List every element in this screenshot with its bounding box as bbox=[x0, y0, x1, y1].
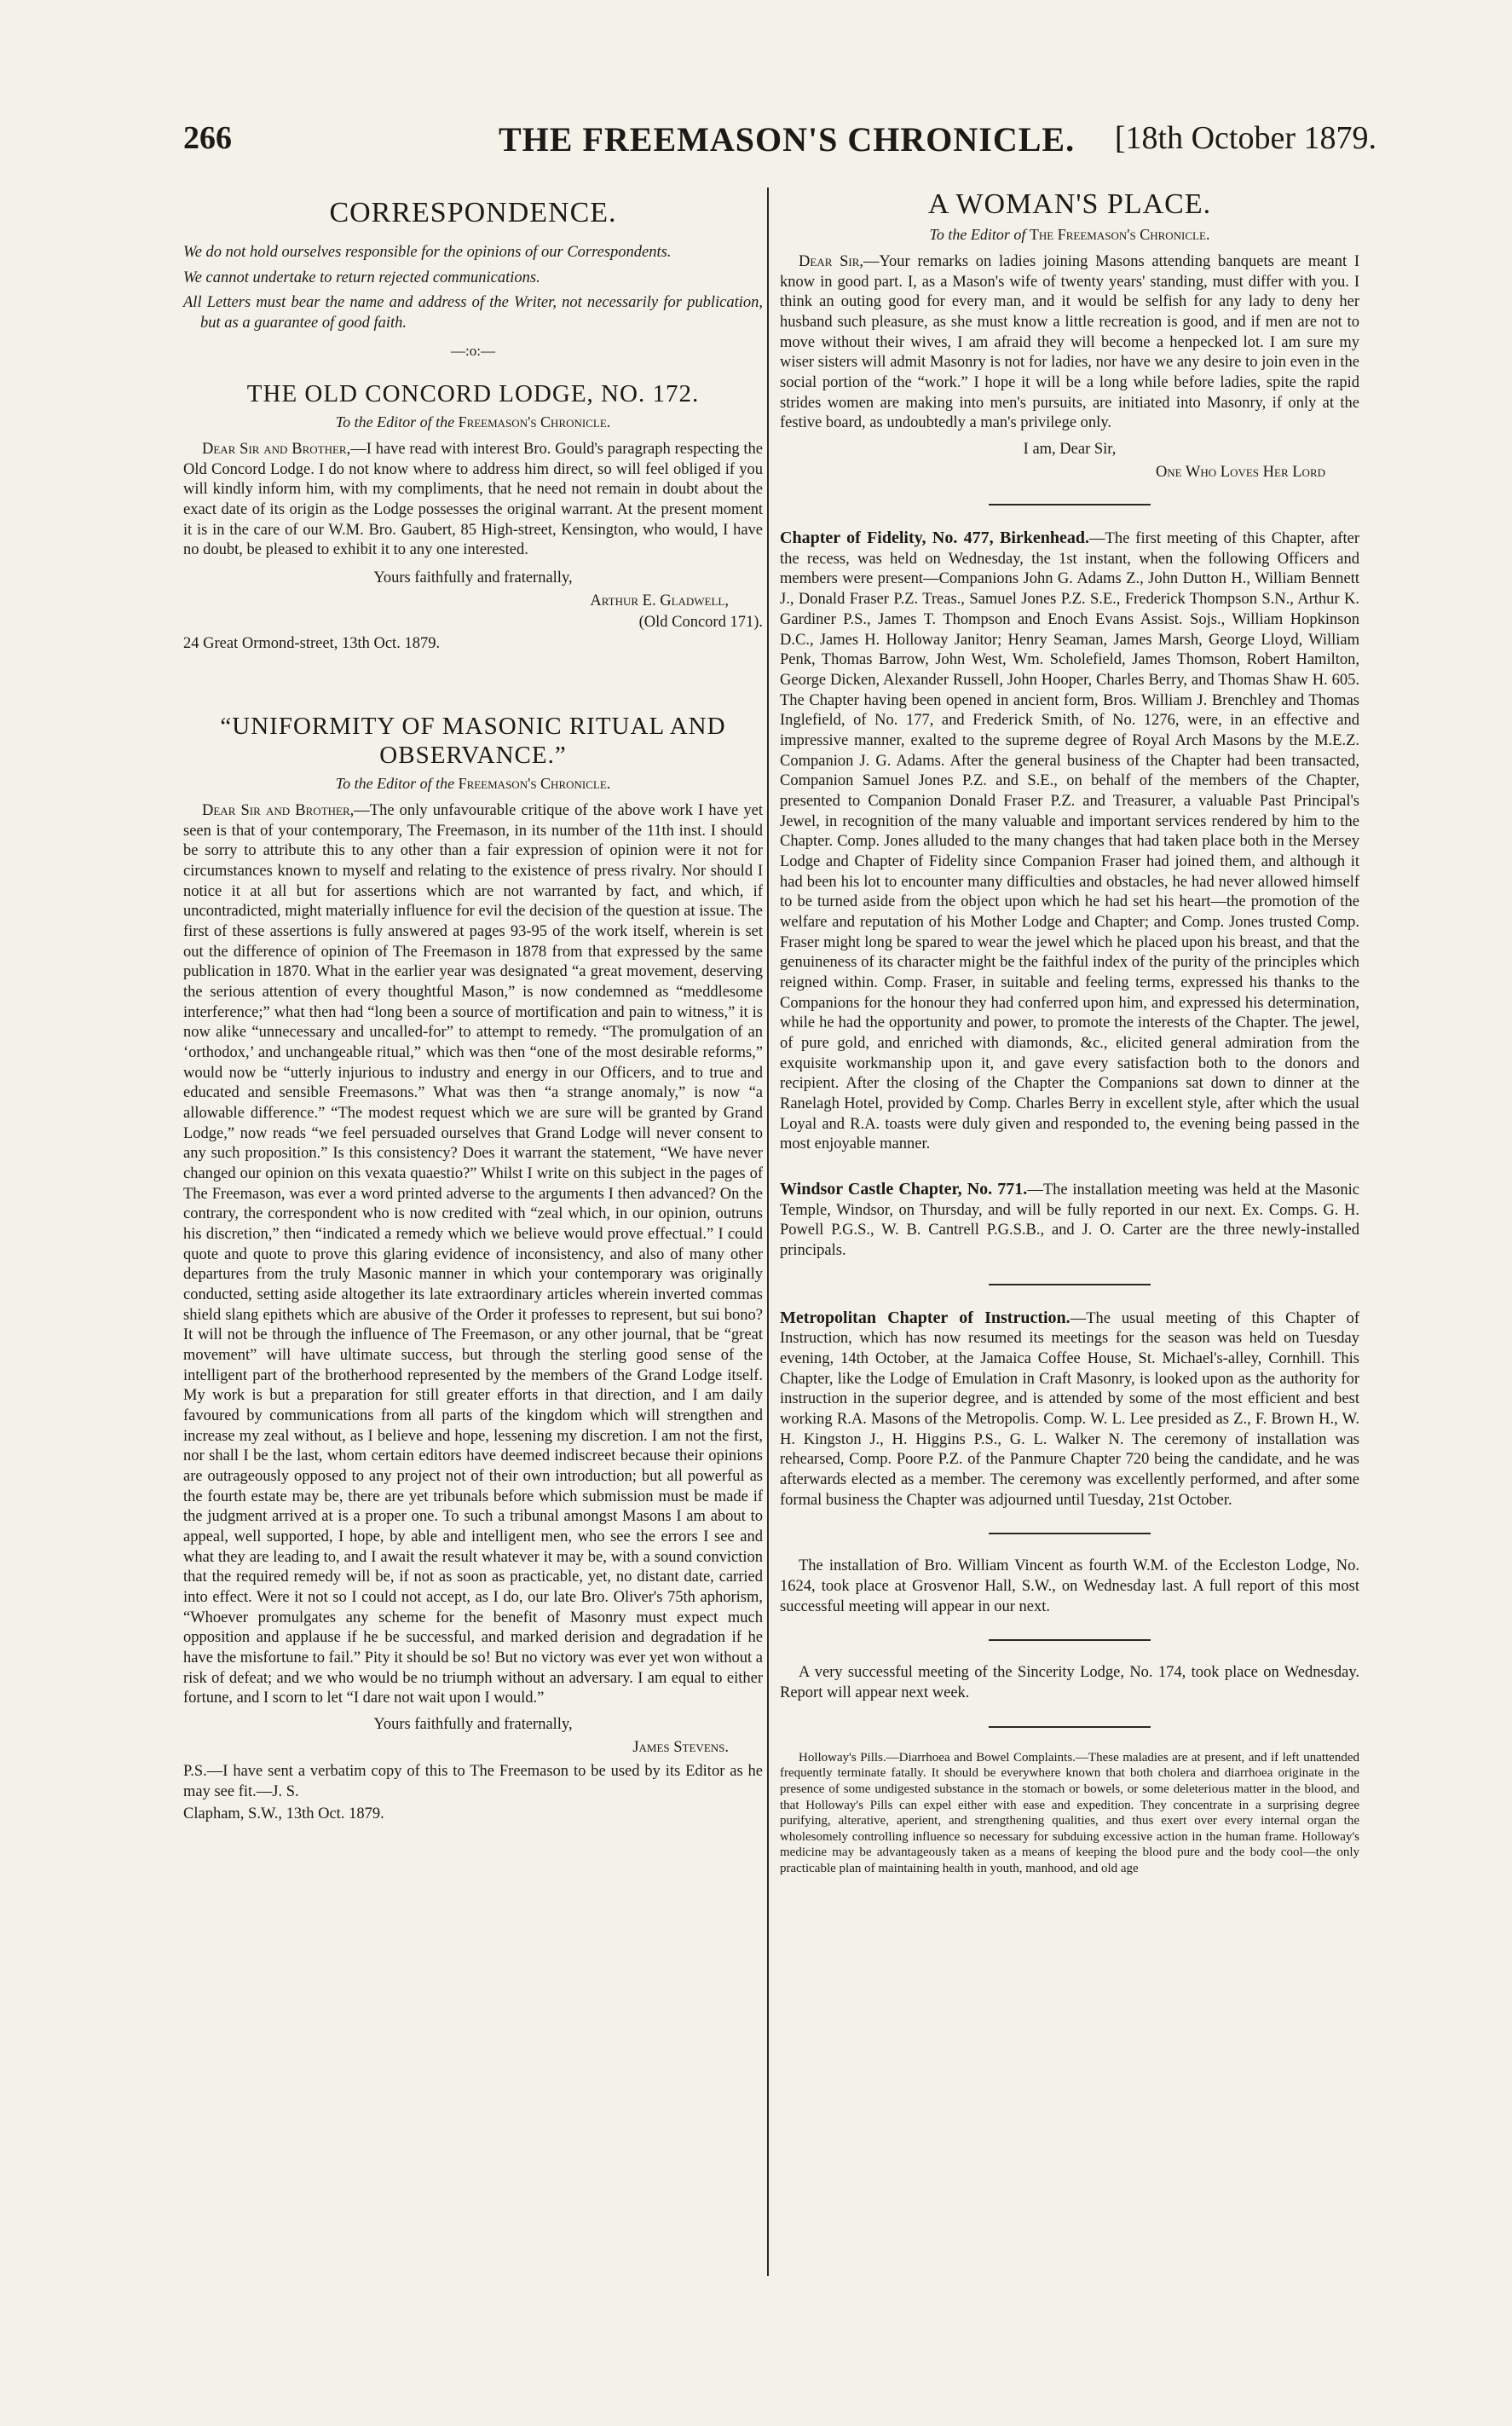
letter-salutation: Dear Sir, bbox=[799, 253, 864, 271]
section-rule bbox=[989, 1533, 1151, 1534]
correspondence-heading: CORRESPONDENCE. bbox=[329, 197, 617, 228]
page-number: 266 bbox=[183, 120, 232, 156]
old-concord-heading: THE OLD CONCORD LODGE, NO. 172. bbox=[246, 379, 700, 407]
womans-place-letter bbox=[780, 252, 1359, 434]
newspaper-title: THE FREEMASON'S CHRONICLE. bbox=[499, 120, 1076, 159]
fidelity-headline: Chapter of Fidelity, No. 477, Birkenhead. bbox=[780, 529, 1090, 548]
column-divider bbox=[767, 188, 769, 2276]
letter-salutation: Dear Sir and Brother, bbox=[202, 441, 351, 459]
uniformity-letter bbox=[183, 801, 763, 1709]
metropolitan-report bbox=[780, 1308, 1359, 1511]
section-rule bbox=[989, 504, 1151, 505]
metropolitan-headline: Metropolitan Chapter of Instruction. bbox=[780, 1308, 1071, 1327]
metropolitan-body: —The usual meeting of this Chapter of Instruction, which has now resumed its meetings for the season was held on Tuesday evening, 14th October, at the Jamaica Coffee House, St. Michael's-alley, Cornhill. This Chapter, like the Lodge of Emulation in Craft Masonry, is looked upon as the authority for instruction in the superior degree, and is attended by some of the most efficient and best working R.A. Masons of the Metropolis. Comp. W. L. Lee presided as Z., F. Brown H., W. H. Kingston J., H. Higgins P.S., G. L. Walker N. The ceremony of installation was rehearsed, Comp. Poore P.Z. of the Panmure Chapter 720 being the candidate, and he was afterwards elected as a member. The ceremony was excellently performed, and after some formal business the Chapter was adjourned until Tuesday, 21st October. bbox=[780, 1309, 1359, 1509]
old-concord-signature-note: (Old Concord 171). bbox=[638, 614, 763, 632]
womans-place-signoff: I am, Dear Sir, bbox=[1023, 441, 1117, 459]
old-concord-letter bbox=[183, 440, 763, 561]
windsor-report bbox=[780, 1179, 1359, 1262]
womans-place-editor-line bbox=[780, 226, 1359, 244]
old-concord-dateline: 24 Great Ormond-street, 13th Oct. 1879. bbox=[183, 635, 441, 653]
letter-salutation: Dear Sir and Brother, bbox=[202, 801, 355, 819]
womans-place-signature: One Who Loves Her Lord bbox=[1155, 464, 1325, 482]
womans-place-heading: A WOMAN'S PLACE. bbox=[927, 188, 1212, 220]
uniformity-heading: “UNIFORMITY OF MASONIC RITUAL AND OBSERVANCE.” bbox=[220, 713, 726, 769]
section-rule bbox=[989, 1726, 1151, 1728]
old-concord-editor-line bbox=[183, 413, 763, 431]
fidelity-body: —The first meeting of this Chapter, after the recess, was held on Wednesday, the 1st instant, when the following Officers and members were present—Companions John G. Adams Z., John Dutton H., William Bennett J., Donald Fraser P.Z. Treas., Samuel Jones P.Z. S.E., Frederick Thompson S.N., Arthur K. Gardiner P.S., James T. Thompson and Enoch Evans Assist. Sojs., William Hopkinson D.C., James H. Holloway Janitor; Henry Seaman, James Marsh, George Lloyd, William Penk, Thomas Barrow, John West, Wm. Scholefield, James Thomson, Robert Hamilton, George Dicken, Alexander Russell, John Hooper, Charles Berry, and Thomas Shaw H. 605. The Chapter having been opened in ancient form, Bros. William J. Brenchley and Thomas Inglefield, of No. 177, and Frederick Smith, of No. 1276, were, in an effective and impressive manner, exalted to the supreme degree of Royal Arch Masons by the M.E.Z. Companion J. G. Adams. After the general business of the Chapter had been transacted, Companion Samuel Jones P.Z. and S.E., on behalf of the members of the Chapter, presented to Companion Donald Fraser P.Z. and Treasurer, a valuable Past Principal's Jewel, in recognition of the many valuable and important services rendered by him to the Chapter. Comp. Jones alluded to the many changes that had taken place both in the Mersey Lodge and Chapter of Fidelity since Companion Fraser had joined them, and although it had been his lot to encounter many difficulties and obstacles, he had never allowed himself to be turned aside from the object upon which he had set his heart—the promotion of the welfare and reputation of his Mother Lodge and Chapter; and Comp. Jones trusted Comp. Fraser might long be spared to wear the jewel which he placed upon his breast, and that the genuineness of its character might be the faithful index of the purity of the principles which reigned within. Comp. Fraser, in suitable and feeling terms, expressed his thanks to the Companions for the honour they had conferred upon him, and expressed his determination, while he had the opportunity and power, to promote the interests of the Chapter. The jewel, of pure gold, and enriched with diamonds, &c., elicited general admiration from the exquisite workmanship upon it, and gave every satisfaction both to the donors and recipient. After the closing of the Chapter the Companions sat down to dinner at the Ranelagh Hotel, provided by Comp. Charles Berry in excellent style, after which the usual Loyal and R.A. toasts were duly given and responded to, the evening being passed in the most enjoyable manner. bbox=[780, 530, 1360, 1153]
editor-line-paper: Freemason's Chronicle. bbox=[458, 413, 611, 431]
windsor-headline: Windsor Castle Chapter, No. 771. bbox=[780, 1179, 1028, 1199]
uniformity-signoff: Yours faithfully and fraternally, bbox=[373, 1716, 573, 1734]
letter-body: —The only unfavourable critique of the above work I have yet seen is that of your contemporary, The Freemason, in its number of the 11th inst. I should be sorry to attribute this to any other than a fair expression of opinion were it not for circumstances known to myself and relating to the existence of press rivalry. Nor should I notice it at all but for assertions which are not warranted by fact, and which, if uncontradicted, might materially influence for evil the decision of the question at issue. The first of these assertions is fully answered at pages 93-95 of the work itself, wherein is set out the difference of opinion of The Freemason in 1878 from that expressed by the same publication in 1870. What in the earlier year was designated “a great movement, deserving the serious attention of every thoughtful Mason,” is now condemned as “meddlesome interference;” what then had “long been a source of mortification and pain to witness,” it is now alike “unnecessary and uncalled-for” to attempt to remedy. “The promulgation of an ‘orthodox,’ and unchangeable ritual,” which was then “one of the most desirable reforms,” would now be “utterly injurious to industry and energy in our Officers, and to true and educated and sensible Freemasons.” What was then “a strange anomaly,” is now “a allowable difference.” “The modest request which we are sure will be granted by Grand Lodge,” now reads “we feel persuaded ourselves that Grand Lodge will never consent to any such proposition.” Is this consistency? Does it warrant the statement, “We have never changed our opinion on this vexata quaestio?” Whilst I write on this subject in the pages of The Freemason, was ever a word printed adverse to the arguments I then advanced? On the contrary, the correspondent who is now credited with “zeal which, in our opinion, outruns his discretion,” then “indicated a remedy which we believe would prove effectual.” I could quote and quote to prove this glaring evidence of inconsistency, and also of many other departures from the truly Masonic manner in which your contemporary was originally conducted, setting aside altogether its late extraordinary articles wherein inverted commas shield slang epithets which are abusive of the Order it professes to represent, but sui bono? It will not be through the influence of The Freemason, or any other journal, that be “great movement” will have ultimate success, but through the sterling good sense of the intelligent part of the brotherhood represented by the members of the Grand Lodge itself. My work is but a preparation for still greater efforts in that direction, and I am daily favoured by communications from all parts of the kingdom which will strengthen and increase my zeal without, as I believe and hope, lessening my discretion. I am not the first, nor shall I be the last, whom certain editors have deemed indiscreet because their opinions are outrageously opposed to any project not of their own introduction; but all powerful as the fourth estate may be, there are yet tribunals before which submission must be made if the judgment arrived at is a proper one. To such a tribunal amongst Masons I am about to appeal, well supported, I hope, by able and intelligent men, who see the errors I see and what they are leading to, and I await the result whatever it may be, with a sound conviction that the required remedy will be, if not as soon as practicable, yet, no distant date, carried into effect. Were it not so I could not accept, as I do, our late Bro. Oliver's 75th aphorism, “Whoever promulgates any scheme for the benefit of Masonry must expect much opposition and applause if he be successful, and marked derision and degradation if he have the misfortune to fail.” Pity it should be so! But no victory was ever yet won without a risk of defeat; and we who would be no triumph without an adversary. I am equal to either fortune, and I scorn to let “I dare not wait upon I would.” bbox=[183, 801, 764, 1707]
editor-line-prefix: To the Editor of the bbox=[335, 413, 455, 431]
letters-note: All Letters must bear the name and address of the Writer, not necessarily for publication, but as a guarantee of good faith. bbox=[183, 294, 763, 332]
holloway-ad-text: Holloway's Pills.—Diarrhoea and Bowel Complaints.—These maladies are at present, and if left unattended frequently terminate fatally. It should be everywhere known that both cholera and diarrhoea originate in the presence of some undigested substance in the stomach or bowels, or some deleterious matter in the blood, and that Holloway's Pills can expel either with ease and expedition. They concentrate in a surprising degree purifying, alterative, aperient, and strengthening qualities, and thus exert over every internal organ the wholesomely controlling influence so necessary for subduing excessive action in the human frame. Holloway's medicine may be advantageously taken as a means of keeping the blood pure and the body cool—the only practicable plan of maintaining health in youth, manhood, and old age bbox=[780, 1750, 1359, 1875]
rejected-note: We cannot undertake to return rejected communications. bbox=[183, 269, 540, 286]
uniformity-dateline: Clapham, S.W., 13th Oct. 1879. bbox=[183, 1805, 384, 1823]
masthead bbox=[183, 119, 1376, 170]
holloway-advertisement bbox=[780, 1750, 1359, 1877]
issue-date: [18th October 1879. bbox=[1114, 120, 1376, 156]
sincerity-lodge-note: A very successful meeting of the Sincerity Lodge, No. 174, took place on Wednesday. Report will appear next week. bbox=[780, 1664, 1359, 1702]
letter-body: —Your remarks on ladies joining Masons attending banquets are meant I know in good part. I, as a Mason's wife of twenty years' standing, must differ with you. I think an outing good for every man, and it would be selfish for any lady to deny her husband such pleasure, as she must know a little recreation is good, and if men are not to move without their wives, I am afraid they will become a henpecked lot. I am sure my wiser sisters will admit Masonry is not for ladies, nor have we any desire to join even in the social portion of the “work.” I hope it will be a long while before ladies, spite the rapid strides women are making into men's pursuits, are initiated into Masonry, if only at the festive board, as undoubtedly a man's privilege only. bbox=[780, 253, 1359, 432]
editor-line-paper: The Freemason's Chronicle. bbox=[1029, 226, 1210, 244]
section-rule bbox=[989, 1639, 1151, 1641]
letter-body: —I have read with interest Bro. Gould's paragraph respecting the Old Concord Lodge. I do not know where to address him direct, so will feel obliged if you will kindly inform him, with my compliments, that he need not remain in doubt about the exact date of its origin as the Lodge possesses the original warrant. At the present moment it is in the care of our W.M. Bro. Gaubert, 85 High-street, Kensington, who would, I have no doubt, be pleased to exhibit it to any one interested. bbox=[183, 441, 764, 559]
section-separator: —:o:— bbox=[451, 342, 495, 359]
old-concord-signoff: Yours faithfully and fraternally, bbox=[373, 569, 573, 587]
editor-line-prefix: To the Editor of the bbox=[335, 774, 455, 792]
left-column bbox=[183, 188, 763, 1823]
uniformity-editor-line bbox=[183, 775, 763, 793]
old-concord-signature: Arthur E. Gladwell, bbox=[590, 592, 729, 610]
right-column bbox=[780, 188, 1359, 1876]
section-rule bbox=[989, 1284, 1151, 1285]
fidelity-report bbox=[780, 528, 1359, 1155]
windsor-body: —The installation meeting was held at the Masonic Temple, Windsor, on Thursday, and will be fully reported in our next. Ex. Comps. G. H. Powell P.G.S., W. B. Cantrell P.G.S.B., and J. O. Carter are the three newly-installed principals. bbox=[780, 1181, 1359, 1259]
editor-line-paper: Freemason's Chronicle. bbox=[458, 774, 611, 792]
uniformity-postscript: P.S.—I have sent a verbatim copy of this to The Freemason to be used by its Editor as he may see fit.—J. S. bbox=[183, 1763, 763, 1800]
disclaimer-note: We do not hold ourselves responsible for the opinions of our Correspondents. bbox=[183, 244, 672, 262]
uniformity-signature: James Stevens. bbox=[632, 1739, 729, 1757]
editor-line-prefix: To the Editor of bbox=[929, 226, 1026, 244]
vincent-installation-note: The installation of Bro. William Vincent as fourth W.M. of the Eccleston Lodge, No. 1624, took place at Grosvenor Hall, S.W., on Wednesday last. A full report of this most successful meeting will appear in our next. bbox=[780, 1557, 1359, 1615]
